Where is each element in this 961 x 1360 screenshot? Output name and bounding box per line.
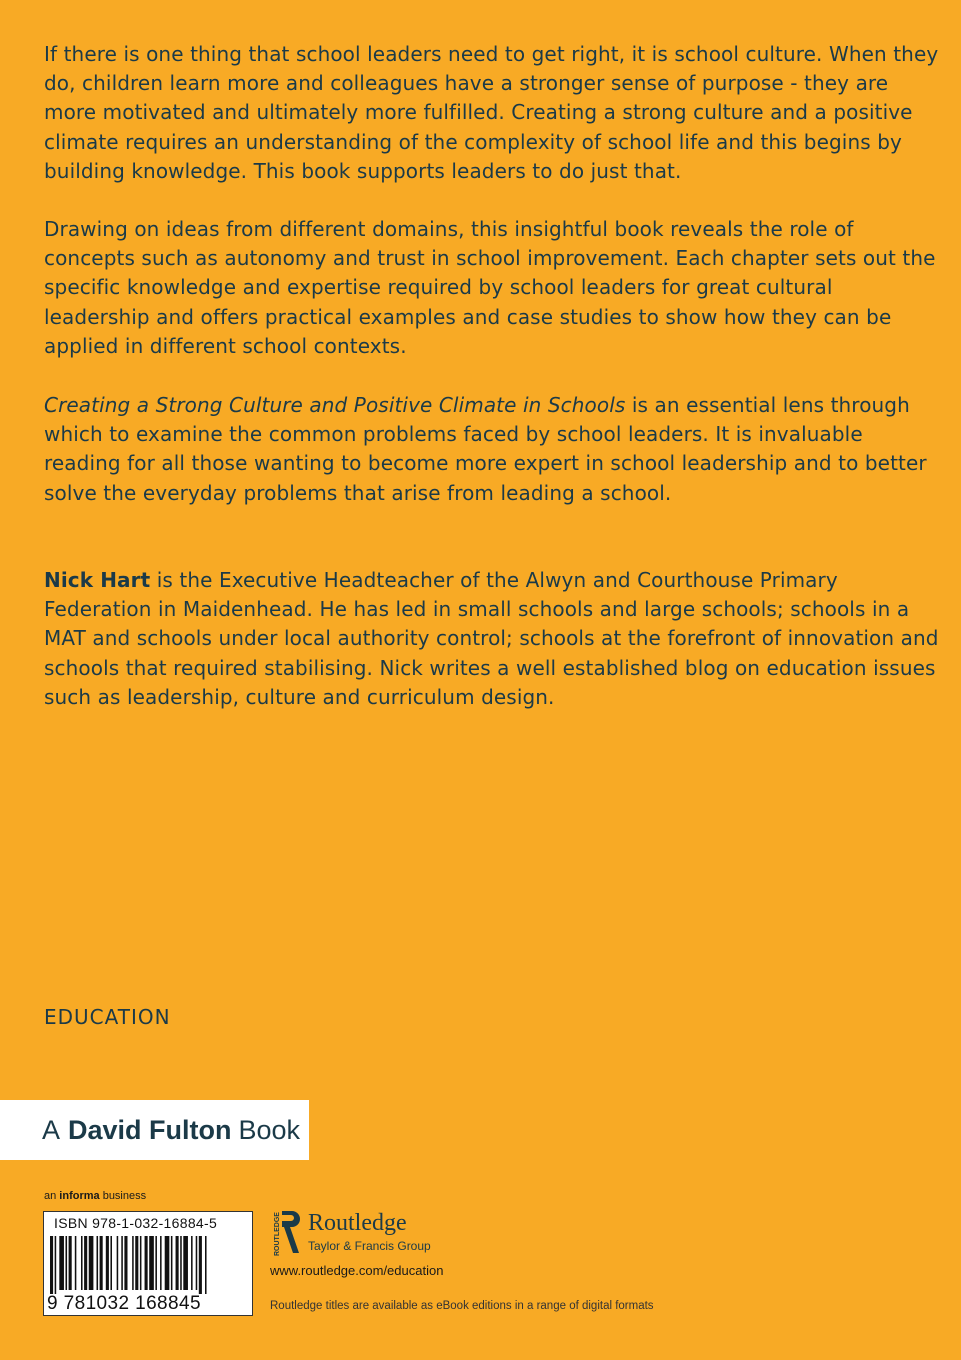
blurb-paragraph-3 <box>44 391 944 508</box>
author-bio-text: is the Executive Headteacher of the Alwyn and Courthouse Primary Federation in Maidenhead. He has led in small schools and large schools; schools in a MAT and schools under local authority control; schools at the forefront of innovation and schools that required stabilising. Nick writes a well established blog on education issues such as leadership, culture and curriculum design. <box>44 568 939 709</box>
author-bio <box>44 566 944 712</box>
ebook-note: Routledge titles are available as eBook editions in a range of digital formats <box>270 1300 654 1312</box>
subject-category: EDUCATION <box>44 1005 171 1029</box>
imprint-band <box>0 1100 309 1160</box>
author-name: Nick Hart <box>44 568 151 592</box>
barcode-icon <box>48 1236 250 1294</box>
publisher-name: Routledge <box>308 1210 407 1236</box>
routledge-logo-text: ROUTLEDGE <box>274 1212 281 1256</box>
blurb-paragraph-3-text: is an essential lens through which to examine the common problems faced by school leaders. It is invaluable reading for all those wanting to become more expert in school leadership and to better solve the everyday problems that arise from leading a school. <box>44 393 927 505</box>
barcode-box <box>43 1211 253 1316</box>
blurb-paragraph-2: Drawing on ideas from different domains, this insightful book reveals the role of concepts such as autonomy and trust in school improvement. Each chapter sets out the specific knowledge and expertise required by school leaders for great cultural leadership and offers practical examples and case studies to show how they can be applied in different school contexts. <box>44 217 936 358</box>
informa-business-label: an informa business <box>44 1190 147 1202</box>
ean-digits: 9 781032 168845 <box>47 1293 201 1314</box>
isbn-label: ISBN 978-1-032-16884-5 <box>54 1215 218 1231</box>
routledge-logo-icon <box>268 1209 302 1259</box>
blurb-paragraph-1: If there is one thing that school leaders need to get right, it is school culture. When they do, children learn more and colleagues have a stronger sense of purpose - they are more motivated and ultimately more fulfilled. Creating a strong culture and a positive climate requires an understanding of the complexity of school life and this begins by building knowledge. This book supports leaders to do just that. <box>44 42 939 183</box>
book-title: Creating a Strong Culture and Positive Climate in Schools <box>44 393 626 417</box>
publisher-url[interactable]: www.routledge.com/education <box>270 1263 444 1278</box>
imprint-prefix: A <box>42 1114 61 1145</box>
publisher-group: Taylor & Francis Group <box>308 1239 431 1253</box>
imprint-name: David Fulton <box>68 1114 232 1145</box>
imprint-suffix: Book <box>238 1114 301 1145</box>
